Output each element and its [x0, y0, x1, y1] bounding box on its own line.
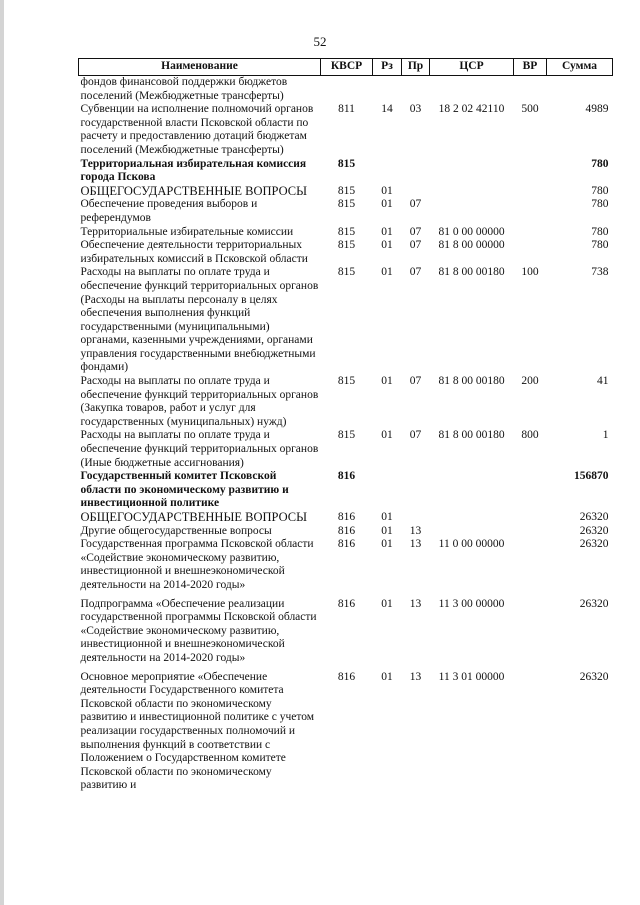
table-row [79, 158, 613, 185]
cell-name: Государственный комитет Псковской области по экономическому развитию и инвестиционной политике [80, 470, 289, 510]
cell-pr [402, 511, 430, 525]
cell-rz: 01 [381, 670, 393, 683]
table-row [79, 226, 613, 240]
cell-pr [402, 76, 430, 104]
cell-sum: 780 [591, 184, 609, 197]
cell-rz: 01 [381, 266, 393, 279]
header-name: Наименование [79, 59, 321, 76]
cell-pr: 07 [409, 429, 422, 442]
cell-name: Обеспечение проведения выборов и референдумов [80, 198, 258, 224]
cell-pr: 13 [409, 670, 422, 683]
cell-sum: 156870 [574, 470, 609, 483]
cell-name: Подпрограмма «Обеспечение реализации государственной программы Псковской области «Содействие экономическому развитию, инвестиционной и внешнеэкономической деятельности на 2014-2020 годы» [80, 597, 317, 664]
cell-kvsr: 816 [337, 597, 356, 610]
cell-name: Обеспечение деятельности территориальных избирательных комиссий в Псковской области [80, 239, 308, 265]
table-row [79, 239, 613, 266]
cell-kvsr: 815 [337, 225, 356, 238]
cell-kvsr: 816 [337, 670, 356, 683]
table-row [79, 666, 613, 793]
cell-pr [402, 158, 430, 185]
cell-pr: 07 [409, 225, 422, 238]
table-row [79, 429, 613, 470]
cell-pr [402, 185, 430, 199]
cell-kvsr: 815 [337, 429, 356, 442]
cell-pr: 13 [409, 597, 422, 610]
cell-rz: 14 [381, 103, 393, 116]
cell-vr [514, 198, 547, 225]
table-row [79, 185, 613, 199]
header-rz: Рз [373, 59, 402, 76]
budget-table [78, 58, 613, 793]
cell-rz: 01 [381, 429, 393, 442]
cell-pr: 07 [409, 239, 422, 252]
cell-name: Государственная программа Псковской области «Содействие экономическому развитию, инвестиционной и внешнеэкономической деятельности на 2014-2020 годы» [80, 538, 314, 591]
table-body [79, 76, 613, 793]
cell-vr: 800 [521, 429, 539, 442]
cell-name: Основное мероприятие «Обеспечение деятельности Государственного комитета Псковской области по экономическому развитию и инвестиционной политике с учетом реализации государственных полномочий и выполнения функций в соответствии с Положением о Государственном комитете Псковской области по экономическому развитию и [80, 670, 315, 792]
cell-csr: 81 0 00 00000 [438, 225, 505, 238]
cell-vr: 200 [521, 375, 539, 388]
cell-vr [514, 538, 547, 592]
table-header [79, 59, 613, 76]
cell-csr: 81 8 00 00000 [438, 239, 505, 252]
cell-name: Другие общегосударственные вопросы [80, 524, 272, 537]
table-row [79, 538, 613, 592]
cell-csr: 11 3 00 00000 [438, 597, 505, 610]
cell-csr: 11 0 00 00000 [438, 538, 505, 551]
cell-sum: 26320 [579, 670, 609, 683]
cell-sum [547, 76, 613, 104]
cell-pr: 13 [409, 524, 422, 537]
table-row [79, 593, 613, 666]
header-pr: Пр [402, 59, 430, 76]
cell-pr: 07 [409, 198, 422, 211]
cell-sum: 26320 [579, 597, 609, 610]
table-row [79, 470, 613, 511]
cell-name: ОБЩЕГОСУДАРСТВЕННЫЕ ВОПРОСЫ [80, 510, 308, 524]
cell-csr [430, 525, 514, 539]
cell-name: ОБЩЕГОСУДАРСТВЕННЫЕ ВОПРОСЫ [80, 183, 308, 198]
cell-rz: 01 [381, 524, 393, 537]
cell-vr: 500 [521, 103, 539, 116]
cell-csr [430, 198, 514, 225]
cell-rz: 01 [381, 511, 393, 523]
cell-csr: 18 2 02 42110 [438, 103, 505, 116]
cell-csr [430, 76, 514, 104]
cell-csr [430, 511, 514, 525]
cell-vr [514, 666, 547, 793]
cell-name: Субвенции на исполнение полномочий органов государственной власти Псковской области по расчету и предоставлению дотаций бюджетам поселений (Межбюджетные трансферты) [80, 103, 314, 156]
cell-name: Территориальная избирательная комиссия города Пскова [80, 157, 307, 184]
table-row [79, 375, 613, 429]
cell-sum: 41 [597, 375, 609, 388]
header-vr: ВР [514, 59, 547, 76]
cell-vr [514, 239, 547, 266]
cell-vr [514, 525, 547, 539]
cell-kvsr: 815 [337, 239, 356, 252]
cell-kvsr: 816 [337, 511, 356, 523]
cell-sum: 26320 [579, 511, 609, 523]
cell-pr: 03 [409, 103, 422, 116]
cell-sum: 780 [591, 198, 609, 211]
cell-rz [373, 76, 402, 104]
cell-pr [402, 470, 430, 511]
cell-rz: 01 [381, 538, 393, 551]
header-sum: Сумма [547, 59, 613, 76]
table-row [79, 76, 613, 104]
cell-name: Расходы на выплаты по оплате труда и обеспечение функций территориальных органов (Закупка товаров, работ и услуг для государственных (муниципальных) нужд) [80, 375, 319, 428]
cell-kvsr: 815 [337, 184, 356, 197]
cell-csr: 81 8 00 00180 [438, 429, 505, 442]
cell-csr [430, 158, 514, 185]
cell-kvsr: 816 [337, 524, 356, 537]
table-row [79, 511, 613, 525]
cell-vr [514, 470, 547, 511]
table-header-row [79, 59, 613, 76]
cell-kvsr: 815 [337, 266, 356, 279]
cell-kvsr [321, 76, 373, 104]
cell-rz: 01 [381, 184, 393, 197]
cell-name: Территориальные избирательные комиссии [80, 225, 294, 238]
cell-sum: 780 [591, 225, 609, 238]
cell-name: Расходы на выплаты по оплате труда и обеспечение функций территориальных органов (Расходы на выплаты персоналу в целях обеспечения выполнения функций государственными (муниципальными) органами, казенными учреждениями, органами управления государственными внебюджетными фондами) [80, 266, 319, 374]
cell-csr [430, 185, 514, 199]
table-row [79, 266, 613, 375]
cell-csr [430, 470, 514, 511]
cell-vr [514, 511, 547, 525]
cell-sum: 26320 [579, 538, 609, 551]
cell-csr: 81 8 00 00180 [438, 375, 505, 388]
cell-csr: 11 3 01 00000 [438, 670, 505, 683]
table-row [79, 198, 613, 225]
cell-sum: 780 [591, 239, 609, 252]
table-row [79, 525, 613, 539]
cell-kvsr: 815 [337, 198, 356, 211]
cell-kvsr: 815 [337, 375, 356, 388]
cell-kvsr: 815 [337, 157, 356, 170]
cell-vr [514, 158, 547, 185]
cell-vr [514, 226, 547, 240]
cell-kvsr: 816 [337, 538, 356, 551]
header-kvsr: КВСР [321, 59, 373, 76]
cell-rz: 01 [381, 597, 393, 610]
cell-sum: 1 [602, 429, 609, 442]
cell-sum: 738 [591, 266, 609, 279]
cell-sum: 780 [591, 157, 609, 170]
cell-kvsr: 811 [338, 103, 355, 116]
table-row [79, 103, 613, 157]
cell-name: Расходы на выплаты по оплате труда и обеспечение функций территориальных органов (Иные бюджетные ассигнования) [80, 429, 319, 469]
cell-pr: 07 [409, 375, 422, 388]
cell-pr: 07 [409, 266, 422, 279]
cell-rz [373, 158, 402, 185]
cell-vr: 100 [521, 266, 539, 279]
cell-pr: 13 [409, 538, 422, 551]
cell-rz: 01 [381, 198, 393, 211]
cell-rz [373, 470, 402, 511]
cell-vr [514, 593, 547, 666]
cell-csr: 81 8 00 00180 [438, 266, 505, 279]
cell-rz: 01 [381, 375, 393, 388]
cell-sum: 4989 [585, 103, 609, 116]
cell-rz: 01 [381, 225, 393, 238]
cell-sum: 26320 [579, 524, 609, 537]
cell-kvsr: 816 [337, 470, 356, 483]
cell-vr [514, 185, 547, 199]
header-csr: ЦСР [430, 59, 514, 76]
cell-vr [514, 76, 547, 104]
page-number: 52 [313, 34, 327, 49]
cell-rz: 01 [381, 239, 393, 252]
scan-edge [0, 0, 4, 905]
cell-name: фондов финансовой поддержки бюджетов поселений (Межбюджетные трансферты) [80, 76, 288, 102]
